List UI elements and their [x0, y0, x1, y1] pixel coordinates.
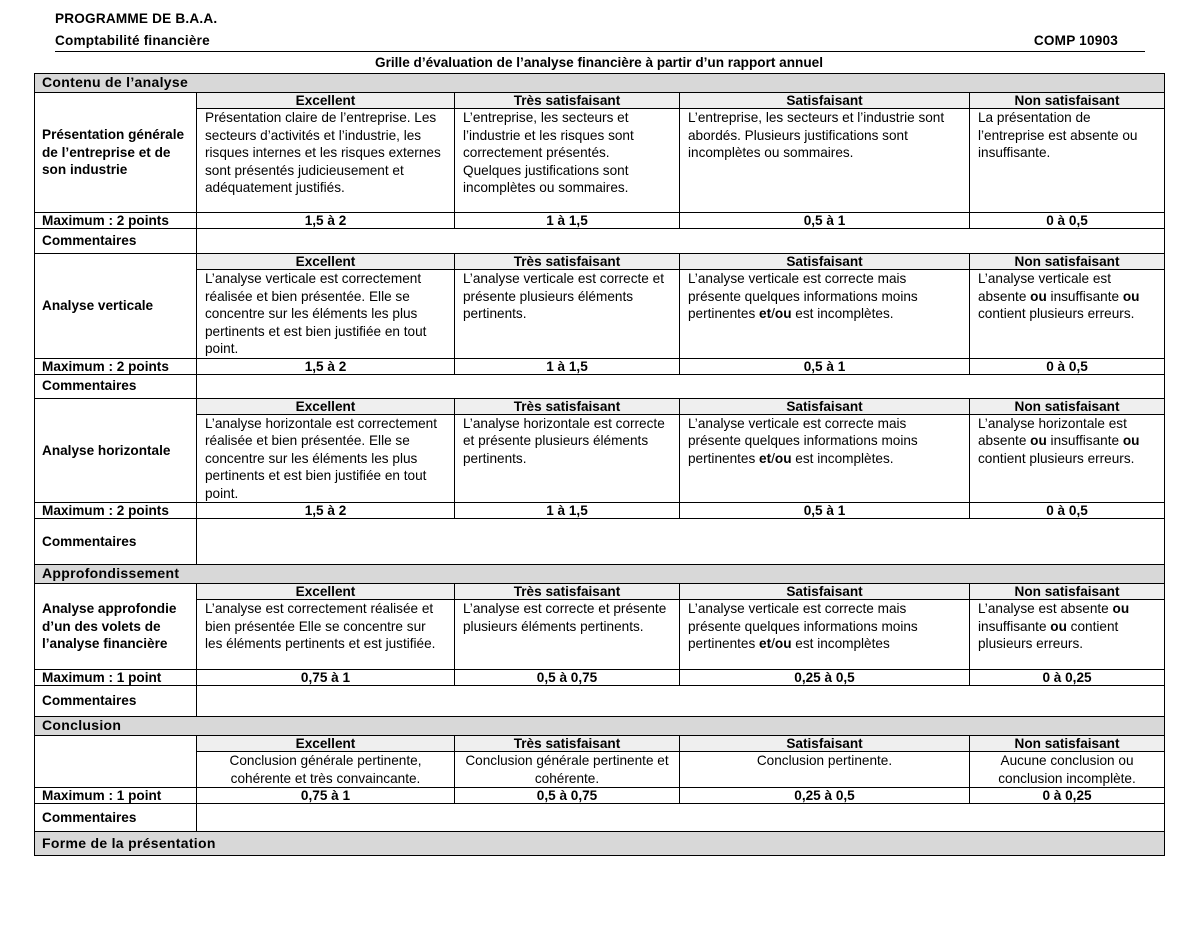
comments-label: Commentaires: [35, 374, 197, 398]
max-points: Maximum : 1 point: [35, 670, 197, 686]
description-non-satisfaisant: L’analyse horizontale est absente ou insuffisante ou contient plusieurs erreurs.: [970, 414, 1165, 503]
description-tres-satisfaisant: L’analyse horizontale est correcte et présente plusieurs éléments pertinents.: [455, 414, 680, 503]
criterion-conclusion-empty: [35, 736, 197, 788]
comments-row: [35, 804, 1165, 832]
criterion-presentation: Présentation générale de l’entreprise et de son industrie: [35, 93, 197, 213]
description-satisfaisant: L’analyse verticale est correcte mais présente quelques informations moins pertinentes et/ou est incomplètes.: [680, 270, 970, 359]
descriptions-row: [35, 109, 1165, 213]
points-tres-satisfaisant: 1 à 1,5: [455, 358, 680, 374]
comments-row: [35, 374, 1165, 398]
level-non-satisfaisant: Non satisfaisant: [970, 398, 1165, 414]
header-divider: [55, 51, 1145, 52]
level-non-satisfaisant: Non satisfaisant: [970, 254, 1165, 270]
description-excellent: L’analyse horizontale est correctement réalisée et bien présentée. Elle se concentre sur les éléments les plus pertinents et est bien justifiée en tout point.: [197, 414, 455, 503]
level-tres-satisfaisant: Très satisfaisant: [455, 398, 680, 414]
comments-row: [35, 519, 1165, 565]
level-satisfaisant: Satisfaisant: [680, 398, 970, 414]
points-tres-satisfaisant: 1 à 1,5: [455, 213, 680, 229]
comments-field[interactable]: [197, 519, 1165, 565]
levels-row: [35, 584, 1165, 600]
description-satisfaisant: L’analyse verticale est correcte mais présente quelques informations moins pertinentes et/ou est incomplètes.: [680, 414, 970, 503]
points-satisfaisant: 0,25 à 0,5: [680, 670, 970, 686]
level-tres-satisfaisant: Très satisfaisant: [455, 736, 680, 752]
max-points: Maximum : 2 points: [35, 358, 197, 374]
comments-label: Commentaires: [35, 229, 197, 254]
course-name: Comptabilité financière: [55, 33, 210, 48]
points-row: [35, 503, 1165, 519]
points-row: [35, 358, 1165, 374]
description-non-satisfaisant: L’analyse est absente ou insuffisante ou contient plusieurs erreurs.: [970, 600, 1165, 670]
points-non-satisfaisant: 0 à 0,5: [970, 503, 1165, 519]
level-excellent: Excellent: [197, 254, 455, 270]
program-title: PROGRAMME DE B.A.A.: [55, 11, 218, 26]
description-satisfaisant: Conclusion pertinente.: [680, 752, 970, 788]
points-tres-satisfaisant: 0,5 à 0,75: [455, 788, 680, 804]
comments-field[interactable]: [197, 804, 1165, 832]
points-non-satisfaisant: 0 à 0,5: [970, 358, 1165, 374]
comments-label: Commentaires: [35, 519, 197, 565]
points-satisfaisant: 0,5 à 1: [680, 213, 970, 229]
comments-row: [35, 686, 1165, 717]
level-non-satisfaisant: Non satisfaisant: [970, 93, 1165, 109]
section-conclusion: Conclusion: [35, 717, 1165, 736]
level-satisfaisant: Satisfaisant: [680, 736, 970, 752]
criterion-analyse-horizontale: Analyse horizontale: [35, 398, 197, 503]
description-satisfaisant: L’analyse verticale est correcte mais présente quelques informations moins pertinentes et/ou est incomplètes: [680, 600, 970, 670]
level-excellent: Excellent: [197, 93, 455, 109]
descriptions-row: [35, 270, 1165, 359]
comments-label: Commentaires: [35, 804, 197, 832]
description-non-satisfaisant: L’analyse verticale est absente ou insuffisante ou contient plusieurs erreurs.: [970, 270, 1165, 359]
points-row: [35, 788, 1165, 804]
comments-field[interactable]: [197, 374, 1165, 398]
comments-row: [35, 229, 1165, 254]
level-tres-satisfaisant: Très satisfaisant: [455, 584, 680, 600]
points-excellent: 0,75 à 1: [197, 788, 455, 804]
description-satisfaisant: L’entreprise, les secteurs et l’industrie sont abordés. Plusieurs justifications sont incomplètes ou sommaires.: [680, 109, 970, 213]
level-satisfaisant: Satisfaisant: [680, 254, 970, 270]
level-satisfaisant: Satisfaisant: [680, 584, 970, 600]
grid-title: Grille d’évaluation de l’analyse financière à partir d’un rapport annuel: [375, 55, 823, 70]
points-satisfaisant: 0,25 à 0,5: [680, 788, 970, 804]
description-excellent: L’analyse est correctement réalisée et bien présentée Elle se concentre sur les éléments pertinents et est justifiée.: [197, 600, 455, 670]
levels-row: [35, 254, 1165, 270]
descriptions-row: [35, 600, 1165, 670]
levels-row: [35, 398, 1165, 414]
course-line: [55, 33, 1145, 48]
points-satisfaisant: 0,5 à 1: [680, 503, 970, 519]
description-tres-satisfaisant: Conclusion générale pertinente et cohérente.: [455, 752, 680, 788]
points-tres-satisfaisant: 1 à 1,5: [455, 503, 680, 519]
evaluation-grid: [34, 73, 1165, 856]
level-excellent: Excellent: [197, 736, 455, 752]
descriptions-row: [35, 414, 1165, 503]
comments-label: Commentaires: [35, 686, 197, 717]
description-tres-satisfaisant: L’entreprise, les secteurs et l’industrie et les risques sont correctement présentés. Quelques justifications sont incomplètes ou sommaires.: [455, 109, 680, 213]
level-excellent: Excellent: [197, 398, 455, 414]
description-non-satisfaisant: La présentation de l’entreprise est absente ou insuffisante.: [970, 109, 1165, 213]
points-tres-satisfaisant: 0,5 à 0,75: [455, 670, 680, 686]
comments-field[interactable]: [197, 686, 1165, 717]
level-satisfaisant: Satisfaisant: [680, 93, 970, 109]
comments-field[interactable]: [197, 229, 1165, 254]
level-non-satisfaisant: Non satisfaisant: [970, 584, 1165, 600]
points-excellent: 0,75 à 1: [197, 670, 455, 686]
levels-row: [35, 93, 1165, 109]
description-excellent: Présentation claire de l’entreprise. Les secteurs d’activités et l’industrie, les risques internes et les risques externes sont présentés judicieusement et adéquatement justifiés.: [197, 109, 455, 213]
points-row: [35, 670, 1165, 686]
points-non-satisfaisant: 0 à 0,5: [970, 213, 1165, 229]
descriptions-row: [35, 752, 1165, 788]
section-approfondissement: Approfondissement: [35, 565, 1165, 584]
points-excellent: 1,5 à 2: [197, 503, 455, 519]
description-tres-satisfaisant: L’analyse verticale est correcte et présente plusieurs éléments pertinents.: [455, 270, 680, 359]
points-non-satisfaisant: 0 à 0,25: [970, 788, 1165, 804]
max-points: Maximum : 2 points: [35, 503, 197, 519]
criterion-analyse-verticale: Analyse verticale: [35, 254, 197, 359]
description-excellent: Conclusion générale pertinente, cohérente et très convaincante.: [197, 752, 455, 788]
points-satisfaisant: 0,5 à 1: [680, 358, 970, 374]
description-non-satisfaisant: Aucune conclusion ou conclusion incomplète.: [970, 752, 1165, 788]
description-tres-satisfaisant: L’analyse est correcte et présente plusieurs éléments pertinents.: [455, 600, 680, 670]
points-excellent: 1,5 à 2: [197, 358, 455, 374]
section-contenu: Contenu de l’analyse: [35, 74, 1165, 93]
levels-row: [35, 736, 1165, 752]
level-tres-satisfaisant: Très satisfaisant: [455, 254, 680, 270]
level-tres-satisfaisant: Très satisfaisant: [455, 93, 680, 109]
level-excellent: Excellent: [197, 584, 455, 600]
points-row: [35, 213, 1165, 229]
max-points: Maximum : 2 points: [35, 213, 197, 229]
course-code: COMP 10903: [1033, 33, 1118, 48]
max-points: Maximum : 1 point: [35, 788, 197, 804]
points-non-satisfaisant: 0 à 0,25: [970, 670, 1165, 686]
points-excellent: 1,5 à 2: [197, 213, 455, 229]
criterion-analyse-approfondie: Analyse approfondie d’un des volets de l’analyse financière: [35, 584, 197, 670]
level-non-satisfaisant: Non satisfaisant: [970, 736, 1165, 752]
description-excellent: L’analyse verticale est correctement réalisée et bien présentée. Elle se concentre sur les éléments les plus pertinents et est bien justifiée en tout point.: [197, 270, 455, 359]
section-forme: Forme de la présentation: [35, 832, 1165, 856]
